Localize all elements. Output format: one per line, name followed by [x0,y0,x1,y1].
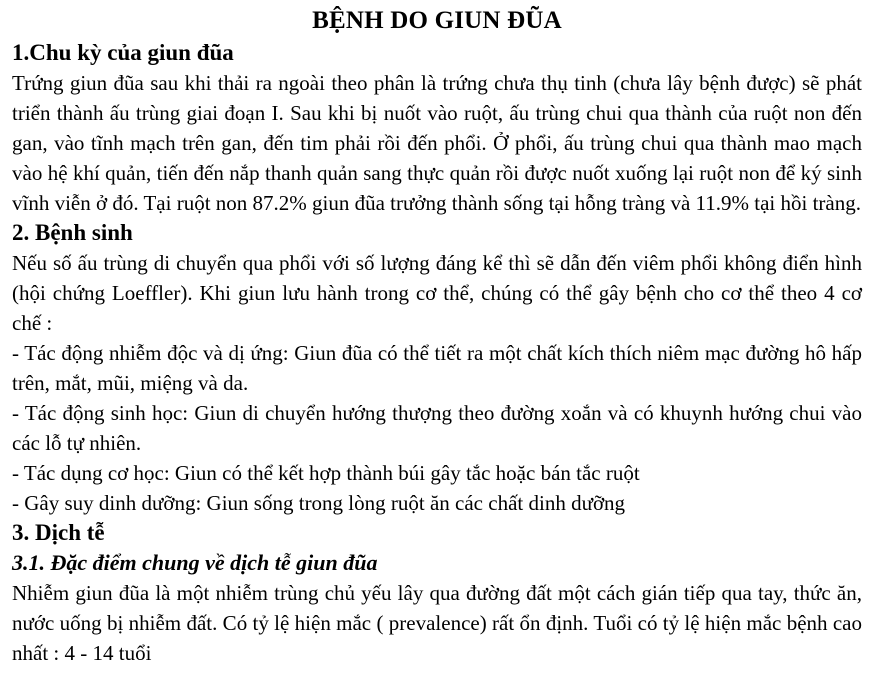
life-cycle-paragraph: Trứng giun đũa sau khi thải ra ngoài theo phân là trứng chưa thụ tinh (chưa lây bệnh được) sẽ phát triển thành ấu trùng giai đoạn I. Sau khi bị nuốt vào ruột, ấu trùng chui qua thành của ruột non đến gan, vào tĩnh mạch trên gan, đến tim phải rồi đến phổi. Ở phổi, ấu trùng chui qua thành mao mạch vào hệ khí quản, tiến đến nắp thanh quản sang thực quản rồi được nuốt xuống lại ruột non để ký sinh vĩnh viễn ở đó. Tại ruột non 87.2% giun đũa trưởng thành sống tại hỗng tràng và 11.9% tại hồi tràng. [12,71,862,215]
epidemiology-paragraph: Nhiễm giun đũa là một nhiễm trùng chủ yếu lây qua đường đất một cách gián tiếp qua tay, thức ăn, nước uống bị nhiễm đất. Có tỷ lệ hiện mắc ( prevalence) rất ổn định. Tuổi có tỷ lệ hiện mắc bệnh cao nhất : 4 - 14 tuổi [12,581,862,665]
document-title: BỆNH DO GIUN ĐŨA [312,7,562,34]
section-heading-life-cycle: 1.Chu kỳ của giun đũa [12,40,234,65]
pathogenesis-bullet-biological: - Tác động sinh học: Giun di chuyển hướng thượng theo đường xoắn và có khuynh hướng chui vào các lỗ tự nhiên. [12,401,862,455]
pathogenesis-paragraph: Nếu số ấu trùng di chuyển qua phổi với số lượng đáng kể thì sẽ dẫn đến viêm phổi không điển hình (hội chứng Loeffler). Khi giun lưu hành trong cơ thể, chúng có thể gây bệnh cho cơ thể theo 4 cơ chế : [12,251,862,335]
pathogenesis-bullet-malnutrition: - Gây suy dinh dưỡng: Giun sống trong lòng ruột ăn các chất dinh dưỡng [12,491,626,515]
section-heading-epidemiology: 3. Dịch tễ [12,520,105,545]
section-heading-pathogenesis: 2. Bệnh sinh [12,220,133,245]
pathogenesis-bullet-mechanical: - Tác dụng cơ học: Giun có thể kết hợp thành búi gây tắc hoặc bán tắc ruột [12,461,640,485]
subsection-heading-epidemiology-general: 3.1. Đặc điểm chung về dịch tễ giun đũa [12,550,378,575]
pathogenesis-bullet-toxic-allergic: - Tác động nhiễm độc và dị ứng: Giun đũa có thể tiết ra một chất kích thích niêm mạc đường hô hấp trên, mắt, mũi, miệng và da. [12,341,862,395]
